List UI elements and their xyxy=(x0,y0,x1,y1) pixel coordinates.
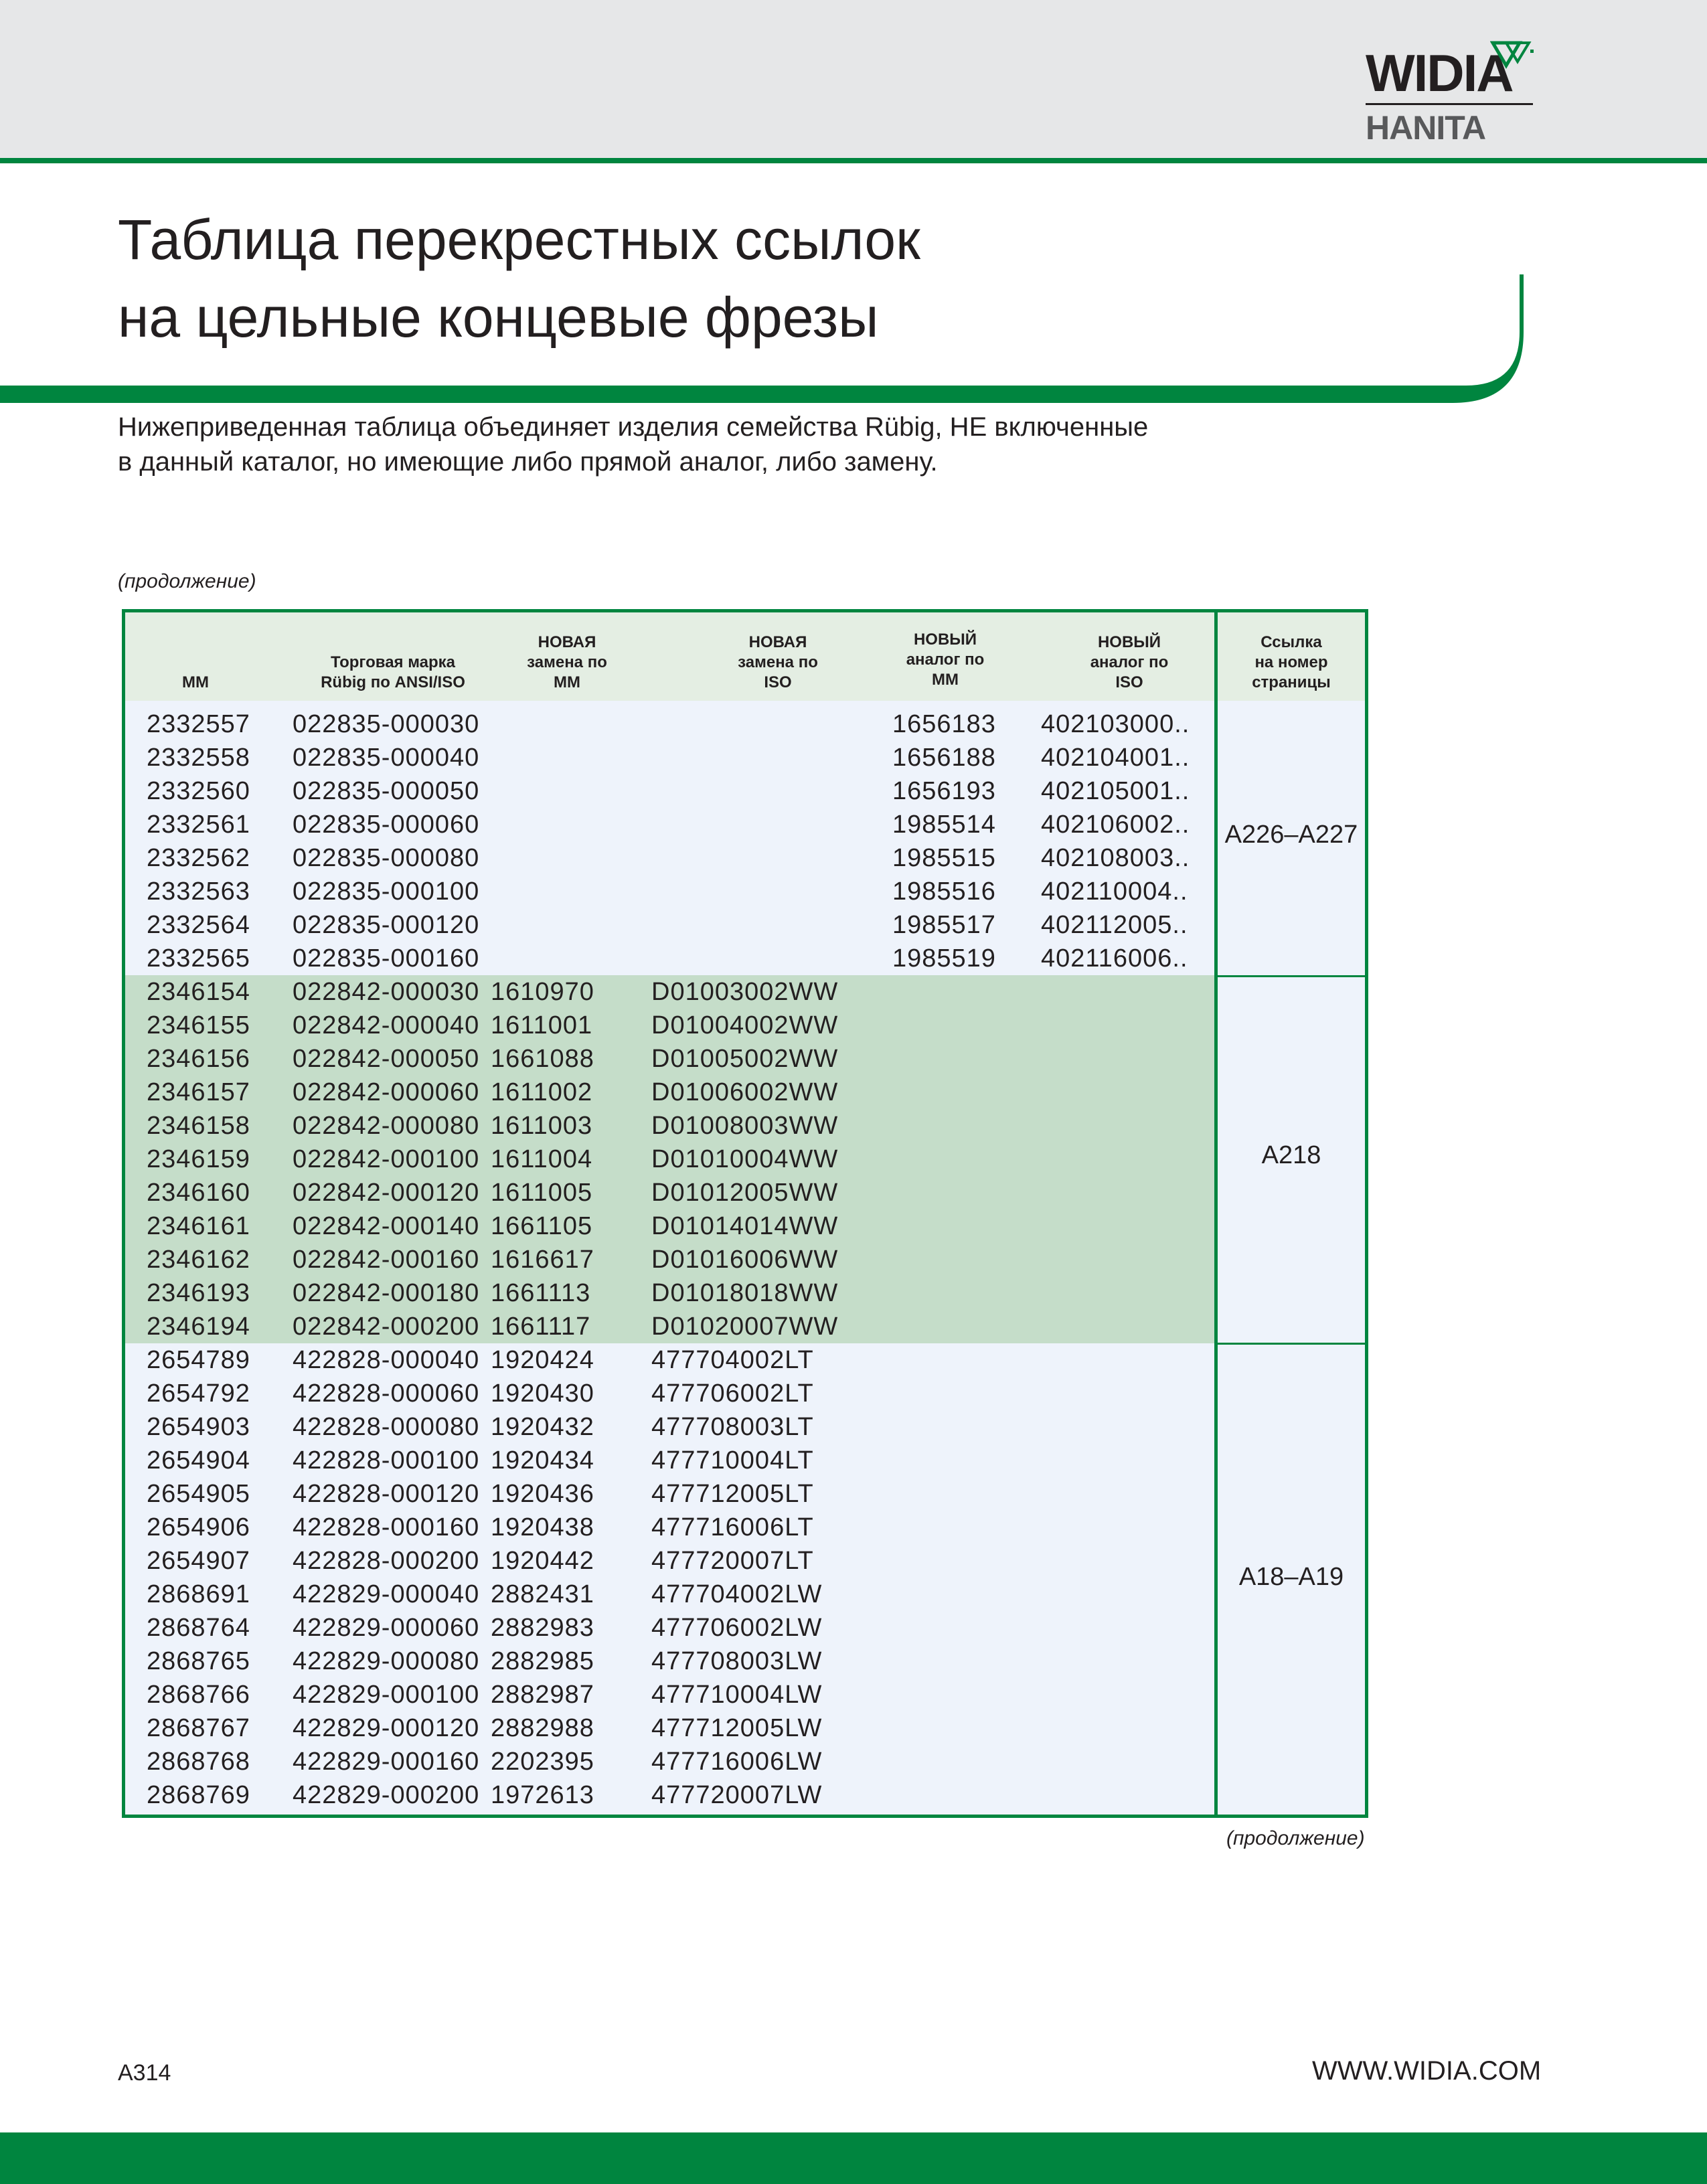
intro-line-1: Нижеприведенная таблица объединяет изделия семейства Rübig, НЕ включенные xyxy=(118,412,1149,442)
cell-mm: 2332565 xyxy=(147,944,250,973)
cell-new-replacement-iso: D01014014WW xyxy=(651,1212,839,1240)
cell-mm: 2346157 xyxy=(147,1078,250,1106)
cell-rubig: 422829-000080 xyxy=(293,1647,480,1675)
table-row xyxy=(125,1076,1214,1109)
cell-new-replacement-iso: D01003002WW xyxy=(651,978,839,1006)
cross-reference-table xyxy=(122,609,1368,1818)
title-green-swoosh xyxy=(0,274,1533,408)
intro-line-2: в данный каталог, но имеющие либо прямой аналог, либо замену. xyxy=(118,447,938,477)
cell-mm: 2868769 xyxy=(147,1781,250,1809)
cell-new-analog-iso: 402112005.. xyxy=(1041,911,1188,939)
cell-rubig: 022842-000160 xyxy=(293,1246,480,1274)
cell-new-analog-iso: 402103000.. xyxy=(1041,710,1190,738)
cell-new-replacement-mm: 1920430 xyxy=(491,1379,594,1408)
footer-band xyxy=(0,2132,1707,2184)
cell-rubig: 022842-000050 xyxy=(293,1045,480,1073)
table-row xyxy=(125,1711,1214,1745)
cell-mm: 2868768 xyxy=(147,1748,250,1776)
cell-new-replacement-iso: D01004002WW xyxy=(651,1011,839,1039)
cell-mm: 2346158 xyxy=(147,1112,250,1140)
cell-new-analog-mm: 1985519 xyxy=(892,944,996,973)
cell-rubig: 022842-000200 xyxy=(293,1313,480,1341)
cell-rubig: 022842-000040 xyxy=(293,1011,480,1039)
table-row xyxy=(125,1410,1214,1444)
cell-rubig: 422828-000160 xyxy=(293,1513,480,1541)
cell-new-replacement-iso: 477706002LT xyxy=(651,1379,814,1408)
cell-mm: 2654789 xyxy=(147,1346,250,1374)
cell-mm: 2346159 xyxy=(147,1145,250,1173)
cell-new-replacement-iso: D01016006WW xyxy=(651,1246,839,1274)
cell-new-replacement-mm: 2882987 xyxy=(491,1681,594,1709)
cell-rubig: 022835-000050 xyxy=(293,777,480,805)
cell-new-analog-iso: 402116006.. xyxy=(1041,944,1188,973)
table-row xyxy=(125,1310,1214,1343)
table-row xyxy=(125,841,1214,875)
cell-new-replacement-iso: 477708003LW xyxy=(651,1647,823,1675)
cell-new-replacement-iso: D01012005WW xyxy=(651,1179,839,1207)
cell-mm: 2346193 xyxy=(147,1279,250,1307)
cell-rubig: 022842-000030 xyxy=(293,978,480,1006)
cell-mm: 2332558 xyxy=(147,744,250,772)
cell-new-replacement-iso: 477710004LW xyxy=(651,1681,823,1709)
table-row xyxy=(125,1778,1214,1812)
cell-rubig: 022835-000040 xyxy=(293,744,480,772)
page-number: A314 xyxy=(118,2060,171,2086)
cell-mm: 2332563 xyxy=(147,877,250,906)
cell-mm: 2346154 xyxy=(147,978,250,1006)
header-rubig: Торговая марка Rübig по ANSI/ISO xyxy=(321,653,465,691)
cell-new-analog-mm: 1656188 xyxy=(892,744,996,772)
cell-rubig: 422828-000060 xyxy=(293,1379,480,1408)
table-row xyxy=(125,1109,1214,1143)
cell-rubig: 422829-000100 xyxy=(293,1681,480,1709)
cell-new-replacement-mm: 1920436 xyxy=(491,1480,594,1508)
cell-new-analog-iso: 402105001.. xyxy=(1041,777,1190,805)
cell-new-replacement-iso: 477720007LT xyxy=(651,1547,814,1575)
cell-mm: 2868765 xyxy=(147,1647,250,1675)
cell-rubig: 022835-000120 xyxy=(293,911,480,939)
header-new-replacement-mm: НОВАЯ замена по MM xyxy=(527,633,607,691)
table-row xyxy=(125,1578,1214,1611)
cell-rubig: 022835-000080 xyxy=(293,844,480,872)
logo-hanita-text: HANITA xyxy=(1366,109,1486,147)
reference-column-divider xyxy=(1214,612,1218,1815)
website-link[interactable]: WWW.WIDIA.COM xyxy=(1312,2056,1542,2086)
cell-new-replacement-mm: 2882983 xyxy=(491,1614,594,1642)
cell-rubig: 422828-000080 xyxy=(293,1413,480,1441)
cell-rubig: 022842-000080 xyxy=(293,1112,480,1140)
cell-mm: 2654906 xyxy=(147,1513,250,1541)
cell-new-replacement-iso: 477712005LT xyxy=(651,1480,814,1508)
table-row xyxy=(125,741,1214,774)
table-row xyxy=(125,774,1214,808)
cell-rubig: 422828-000040 xyxy=(293,1346,480,1374)
table-row xyxy=(125,1343,1214,1377)
logo-widia-text: WIDIA xyxy=(1366,44,1513,102)
table-row xyxy=(125,1009,1214,1042)
cell-mm: 2346194 xyxy=(147,1313,250,1341)
cell-new-replacement-iso: 477706002LW xyxy=(651,1614,823,1642)
cell-new-replacement-mm: 1661117 xyxy=(491,1313,591,1341)
cell-rubig: 022842-000140 xyxy=(293,1212,480,1240)
cell-new-analog-mm: 1656183 xyxy=(892,710,996,738)
cell-mm: 2346156 xyxy=(147,1045,250,1073)
table-row xyxy=(125,1444,1214,1477)
table-row xyxy=(125,1243,1214,1276)
cell-new-analog-iso: 402106002.. xyxy=(1041,811,1190,839)
logo-triangle-icon xyxy=(1490,37,1537,78)
cell-new-replacement-iso: D01006002WW xyxy=(651,1078,839,1106)
table-row xyxy=(125,707,1214,741)
header-band xyxy=(0,0,1707,163)
cell-new-analog-mm: 1985515 xyxy=(892,844,996,872)
cell-mm: 2332564 xyxy=(147,911,250,939)
cell-new-replacement-iso: 477720007LW xyxy=(651,1781,823,1809)
page-reference-group-2: A218 xyxy=(1261,1141,1321,1169)
cell-mm: 2868691 xyxy=(147,1580,250,1608)
cell-new-replacement-iso: 477704002LW xyxy=(651,1580,823,1608)
cell-new-replacement-iso: D01005002WW xyxy=(651,1045,839,1073)
cell-new-analog-iso: 402110004.. xyxy=(1041,877,1188,906)
cell-new-replacement-iso: D01008003WW xyxy=(651,1112,839,1140)
table-header xyxy=(125,612,1365,701)
reference-separator xyxy=(1218,1343,1365,1345)
table-row xyxy=(125,1611,1214,1645)
cell-new-replacement-mm: 1972613 xyxy=(491,1781,594,1809)
cell-new-replacement-mm: 2882431 xyxy=(491,1580,594,1608)
table-row xyxy=(125,1176,1214,1209)
cell-new-replacement-mm: 1611002 xyxy=(491,1078,593,1106)
cell-new-replacement-mm: 1611004 xyxy=(491,1145,593,1173)
cell-new-analog-iso: 402104001.. xyxy=(1041,744,1190,772)
cell-new-replacement-mm: 2882988 xyxy=(491,1714,594,1742)
table-row xyxy=(125,1042,1214,1076)
cell-mm: 2346162 xyxy=(147,1246,250,1274)
cell-rubig: 022835-000030 xyxy=(293,710,480,738)
cell-mm: 2346155 xyxy=(147,1011,250,1039)
cell-new-replacement-mm: 2202395 xyxy=(491,1748,594,1776)
table-row xyxy=(125,1209,1214,1243)
cell-rubig: 022842-000180 xyxy=(293,1279,480,1307)
cell-new-replacement-mm: 1610970 xyxy=(491,978,594,1006)
cell-rubig: 022842-000060 xyxy=(293,1078,480,1106)
cell-new-analog-mm: 1985514 xyxy=(892,811,996,839)
table-row xyxy=(125,942,1214,975)
cell-new-analog-iso: 402108003.. xyxy=(1041,844,1190,872)
cell-rubig: 422828-000120 xyxy=(293,1480,480,1508)
cell-new-replacement-mm: 1920432 xyxy=(491,1413,594,1441)
cell-new-analog-mm: 1985516 xyxy=(892,877,996,906)
cell-new-replacement-mm: 1616617 xyxy=(491,1246,594,1274)
cell-rubig: 422828-000200 xyxy=(293,1547,480,1575)
cell-new-replacement-iso: 477716006LT xyxy=(651,1513,814,1541)
cell-new-replacement-mm: 2882985 xyxy=(491,1647,594,1675)
cell-rubig: 422829-000200 xyxy=(293,1781,480,1809)
header-page-reference: Ссылка на номер страницы xyxy=(1252,633,1331,691)
cell-mm: 2868766 xyxy=(147,1681,250,1709)
continued-label-bottom: (продолжение) xyxy=(1226,1827,1365,1849)
cell-new-replacement-mm: 1661113 xyxy=(491,1279,591,1307)
logo-divider xyxy=(1366,103,1533,105)
header-new-analog-mm: НОВЫЙ аналог по MM xyxy=(906,631,985,689)
cell-rubig: 022842-000120 xyxy=(293,1179,480,1207)
cell-mm: 2654907 xyxy=(147,1547,250,1575)
cell-mm: 2868767 xyxy=(147,1714,250,1742)
cell-mm: 2654905 xyxy=(147,1480,250,1508)
cell-new-replacement-iso: 477710004LT xyxy=(651,1446,814,1475)
cell-new-analog-mm: 1656193 xyxy=(892,777,996,805)
cell-new-replacement-mm: 1611005 xyxy=(491,1179,593,1207)
title-line-2: на цельные концевые фрезы xyxy=(118,286,879,349)
cell-rubig: 422828-000100 xyxy=(293,1446,480,1475)
cell-rubig: 022835-000100 xyxy=(293,877,480,906)
table-row xyxy=(125,1143,1214,1176)
cell-rubig: 422829-000160 xyxy=(293,1748,480,1776)
cell-new-analog-mm: 1985517 xyxy=(892,911,996,939)
cell-mm: 2332560 xyxy=(147,777,250,805)
cell-mm: 2654904 xyxy=(147,1446,250,1475)
table-row xyxy=(125,908,1214,942)
cell-mm: 2332557 xyxy=(147,710,250,738)
title-line-1: Таблица перекрестных ссылок xyxy=(118,208,920,271)
continued-label-top: (продолжение) xyxy=(118,570,256,592)
cell-mm: 2346160 xyxy=(147,1179,250,1207)
cell-new-replacement-mm: 1920424 xyxy=(491,1346,594,1374)
cell-new-replacement-mm: 1661088 xyxy=(491,1045,594,1073)
page-reference-group-1: A226–A227 xyxy=(1224,821,1358,849)
cell-new-replacement-mm: 1611003 xyxy=(491,1112,593,1140)
table-row xyxy=(125,1477,1214,1511)
header-new-replacement-iso: НОВАЯ замена по ISO xyxy=(738,633,818,691)
intro-text xyxy=(118,410,1148,479)
cell-mm: 2868764 xyxy=(147,1614,250,1642)
cell-new-replacement-iso: 477712005LW xyxy=(651,1714,823,1742)
page-reference-group-3: A18–A19 xyxy=(1238,1563,1344,1591)
table-row xyxy=(125,808,1214,841)
table-row xyxy=(125,1544,1214,1578)
cell-rubig: 422829-000120 xyxy=(293,1714,480,1742)
cell-mm: 2346161 xyxy=(147,1212,250,1240)
cell-new-replacement-mm: 1611001 xyxy=(491,1011,593,1039)
cell-new-replacement-mm: 1920442 xyxy=(491,1547,594,1575)
table-row xyxy=(125,875,1214,908)
header-mm: MM xyxy=(182,673,209,691)
cell-new-replacement-iso: 477708003LT xyxy=(651,1413,814,1441)
cell-mm: 2654792 xyxy=(147,1379,250,1408)
cell-rubig: 022842-000100 xyxy=(293,1145,480,1173)
cell-new-replacement-mm: 1920438 xyxy=(491,1513,594,1541)
cell-rubig: 022835-000160 xyxy=(293,944,480,973)
header-new-analog-iso: НОВЫЙ аналог по ISO xyxy=(1090,633,1169,691)
cell-new-replacement-mm: 1920434 xyxy=(491,1446,594,1475)
table-row xyxy=(125,1511,1214,1544)
cell-new-replacement-mm: 1661105 xyxy=(491,1212,593,1240)
table-row xyxy=(125,1377,1214,1410)
cell-new-replacement-iso: 477704002LT xyxy=(651,1346,814,1374)
table-row xyxy=(125,1276,1214,1310)
cell-new-replacement-iso: 477716006LW xyxy=(651,1748,823,1776)
cell-mm: 2654903 xyxy=(147,1413,250,1441)
reference-separator xyxy=(1218,975,1365,977)
cell-new-replacement-iso: D01010004WW xyxy=(651,1145,839,1173)
table-row xyxy=(125,1745,1214,1778)
cell-mm: 2332561 xyxy=(147,811,250,839)
cell-new-replacement-iso: D01018018WW xyxy=(651,1279,839,1307)
widia-hanita-logo xyxy=(1366,44,1540,147)
cell-mm: 2332562 xyxy=(147,844,250,872)
table-row xyxy=(125,1678,1214,1711)
table-row xyxy=(125,1645,1214,1678)
table-row xyxy=(125,975,1214,1009)
cell-new-replacement-iso: D01020007WW xyxy=(651,1313,839,1341)
cell-rubig: 422829-000060 xyxy=(293,1614,480,1642)
cell-rubig: 022835-000060 xyxy=(293,811,480,839)
cell-rubig: 422829-000040 xyxy=(293,1580,480,1608)
